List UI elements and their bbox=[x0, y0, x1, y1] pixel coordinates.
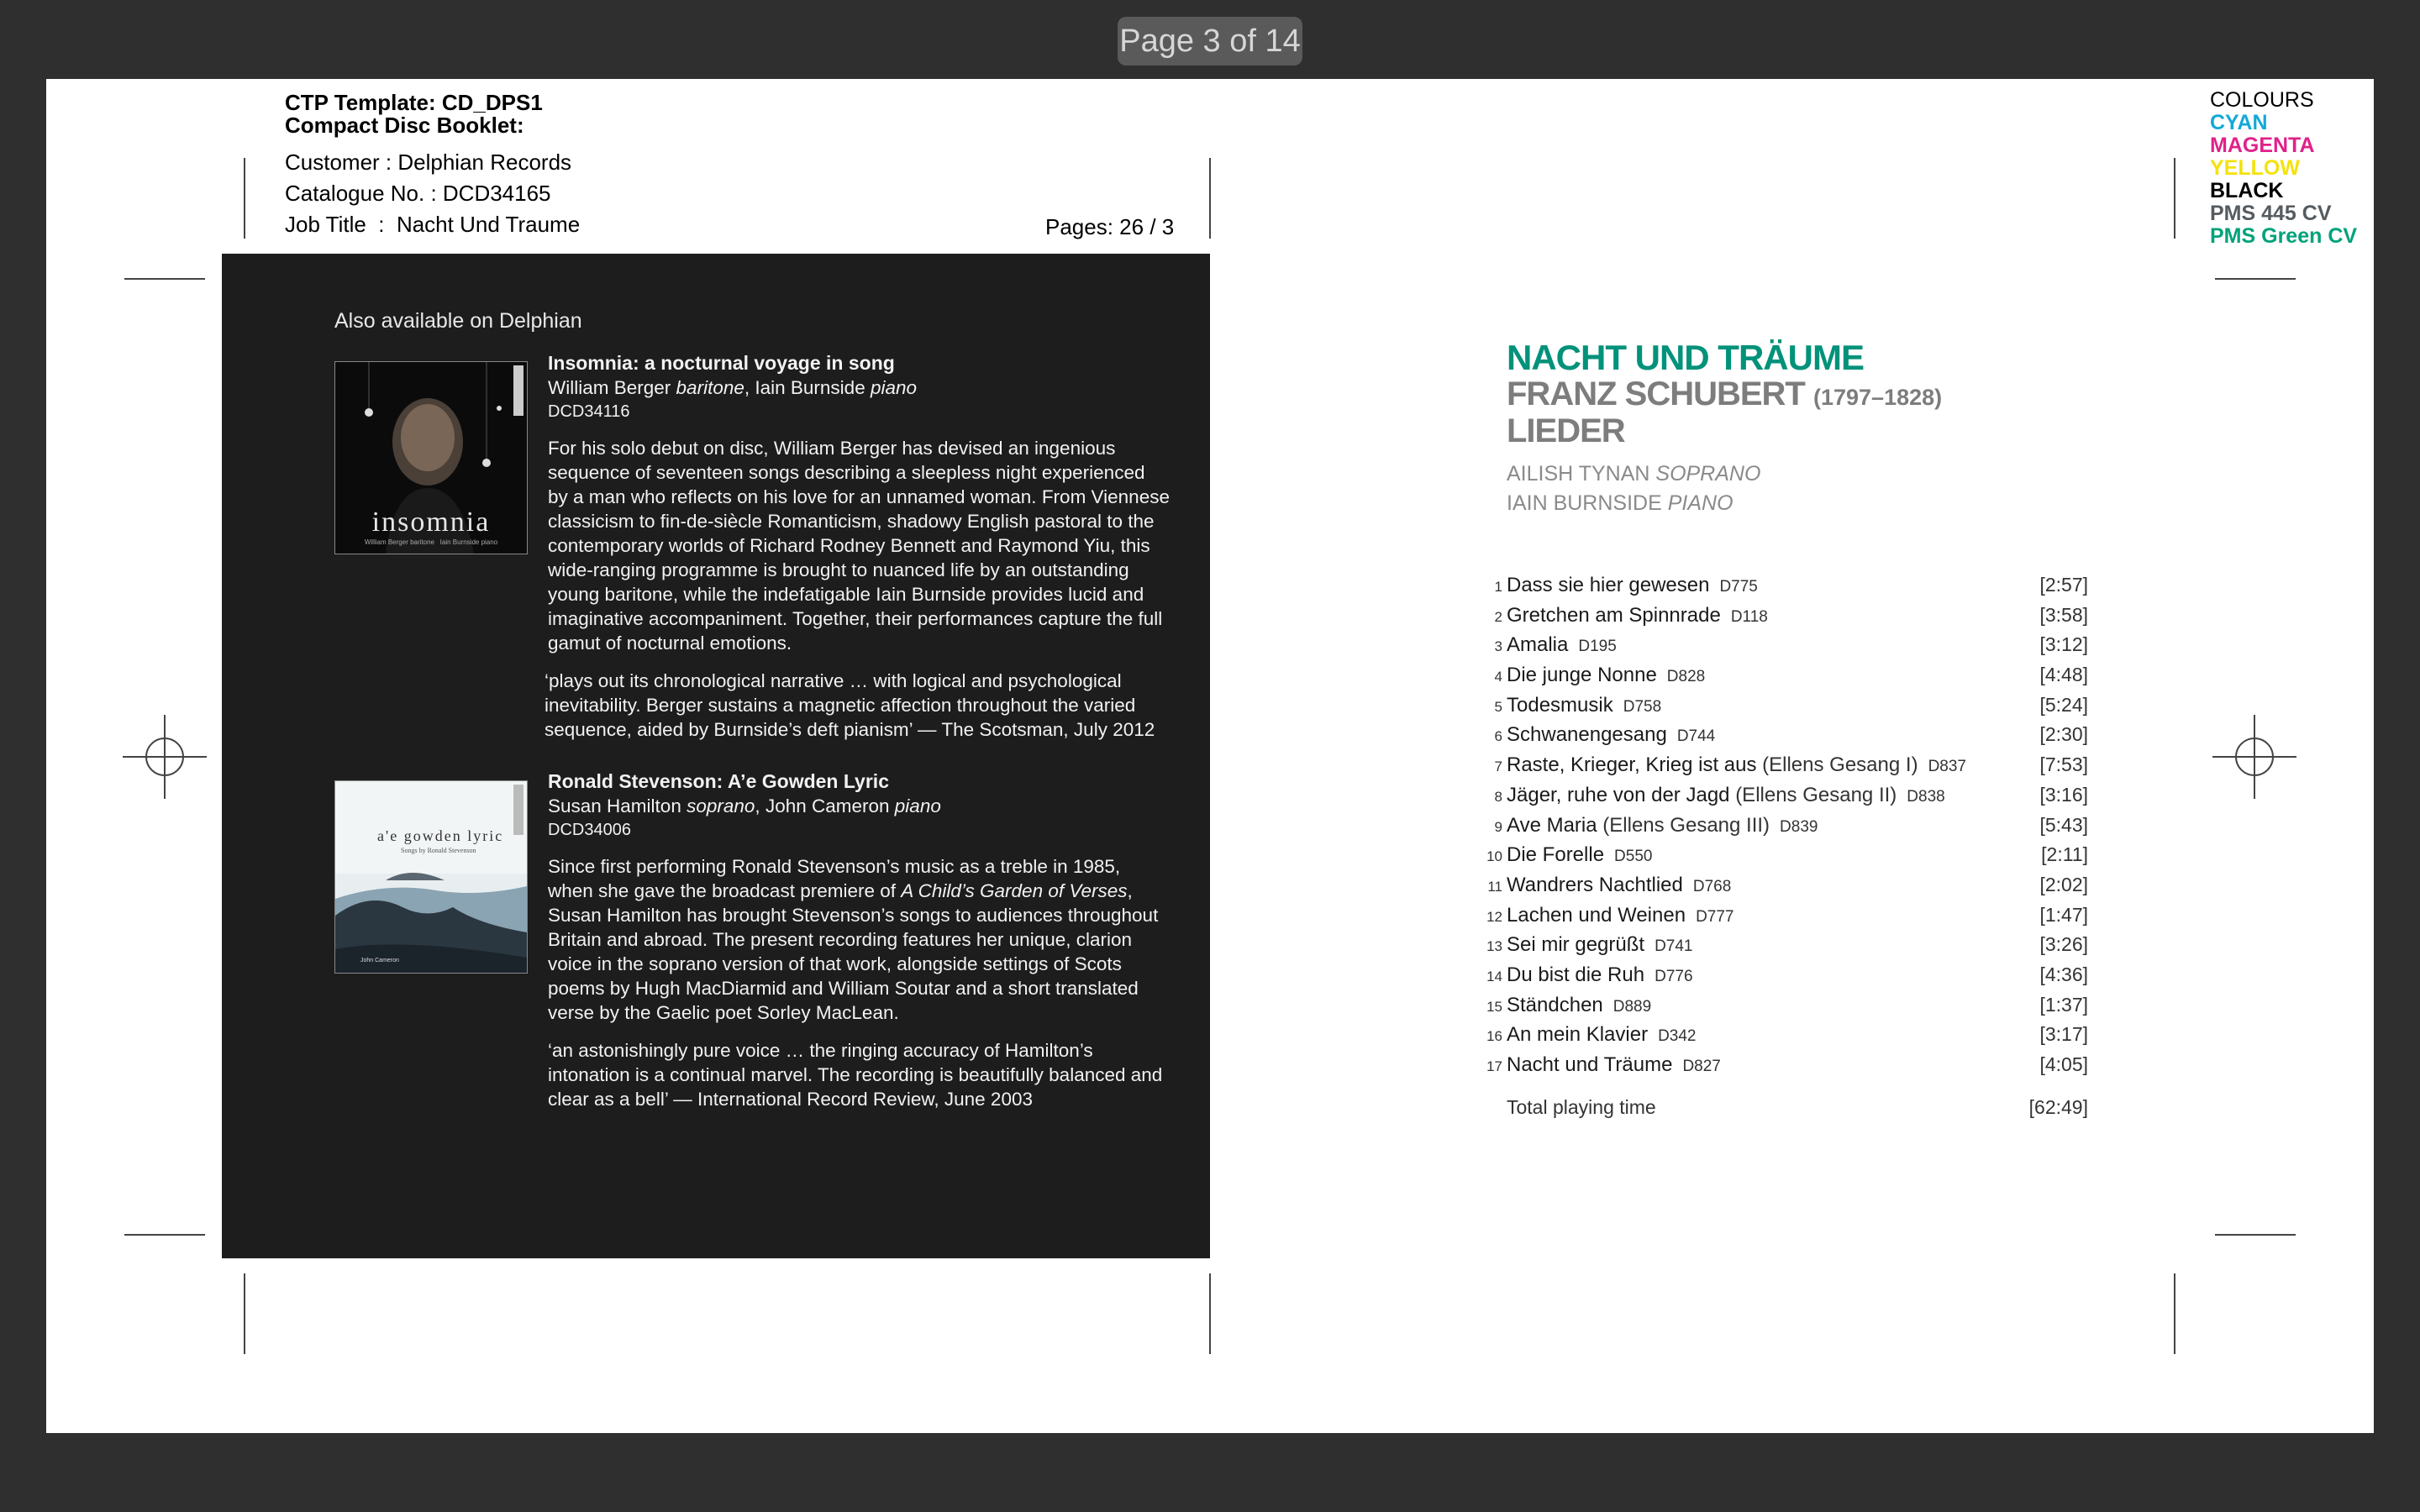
crop-mark bbox=[2215, 1234, 2296, 1236]
insomnia-cover-title: insomnia bbox=[371, 507, 491, 538]
insomnia-cover bbox=[334, 361, 528, 554]
deutsch-number: D550 bbox=[1614, 848, 1653, 866]
track-duration: [4:36] bbox=[2039, 963, 2088, 985]
track-row bbox=[1479, 602, 2088, 633]
track-title: Gretchen am Spinnrade D118 bbox=[1507, 603, 1768, 627]
gowden-lyric-cover bbox=[334, 780, 528, 974]
track-title: Dass sie hier gewesen D775 bbox=[1507, 574, 1758, 596]
registration-mark-right bbox=[2212, 715, 2296, 799]
album-title: Ronald Stevenson: A’e Gowden Lyric bbox=[548, 770, 889, 792]
deutsch-number: D827 bbox=[1682, 1058, 1721, 1075]
deutsch-number: D744 bbox=[1676, 727, 1716, 746]
track-row bbox=[1479, 722, 2088, 752]
track-title: An mein Klavier D342 bbox=[1507, 1023, 1697, 1047]
track-duration: [3:16] bbox=[2039, 783, 2088, 806]
track-title: Amalia D195 bbox=[1507, 633, 1617, 657]
deutsch-number: D839 bbox=[1780, 817, 1818, 836]
composer-title: FRANZ SCHUBERT (1797–1828) bbox=[1507, 375, 1943, 412]
track-number: 10 bbox=[1486, 848, 1502, 865]
track-title: Die junge Nonne D828 bbox=[1507, 664, 1706, 687]
colour-heading: COLOURS bbox=[2210, 88, 2314, 112]
crop-mark bbox=[124, 278, 205, 280]
track-number: 17 bbox=[1486, 1058, 1502, 1074]
genre-title: LIEDER bbox=[1507, 412, 1625, 449]
track-duration: [2:02] bbox=[2039, 873, 2088, 895]
catalogue-label: Catalogue No. : DCD34165 bbox=[285, 181, 551, 206]
track-duration: [5:24] bbox=[2039, 693, 2088, 716]
track-row bbox=[1479, 632, 2088, 662]
crop-mark bbox=[124, 1234, 205, 1236]
track-title: Schwanengesang D744 bbox=[1507, 723, 1716, 747]
track-duration: [1:37] bbox=[2039, 993, 2088, 1016]
track-title: Lachen und Weinen D777 bbox=[1507, 903, 1734, 927]
crop-mark bbox=[244, 1273, 245, 1354]
track-number: 15 bbox=[1486, 998, 1502, 1015]
track-number: 7 bbox=[1494, 759, 1502, 775]
customer-label: Customer : Delphian Records bbox=[285, 150, 572, 175]
total-playing-time bbox=[1507, 1096, 2088, 1119]
total-label: Total playing time bbox=[1507, 1096, 1656, 1118]
deutsch-number: D741 bbox=[1655, 937, 1693, 956]
colour-yellow: YELLOW bbox=[2210, 156, 2300, 180]
album-description: For his solo debut on disc, William Berger has devised an ingenious sequence of seventeen songs describing a sleepless night experienced by a man who reflects on his love for an unnamed woman. From Viennese classicism to fin-de-siècle Romanticism, shadowy English pastoral to the contemporary worlds of Richard Rodney Bennett and Raymond Yiu, this wide-ranging programme is brought to nuanced life by an outstanding young baritone, while the indefatigable Iain Burnside provides lucid and imaginative accompaniment. Together, their performances capture the full gamut of nocturnal emotions. bbox=[548, 438, 1170, 654]
performer-1: AILISH TYNAN SOPRANO bbox=[1507, 462, 1761, 486]
colour-black: BLACK bbox=[2210, 179, 2284, 202]
booklet-label: Compact Disc Booklet: bbox=[285, 113, 524, 138]
total-time: [62:49] bbox=[2028, 1096, 2088, 1118]
track-duration: [3:58] bbox=[2039, 603, 2088, 626]
track-duration: [3:26] bbox=[2039, 933, 2088, 956]
gowden-cover-title: a'e gowden lyric bbox=[377, 827, 504, 844]
track-row bbox=[1479, 1021, 2088, 1052]
composer-dates: (1797–1828) bbox=[1813, 385, 1943, 410]
deutsch-number: D118 bbox=[1730, 607, 1768, 626]
track-duration: [5:43] bbox=[2039, 813, 2088, 836]
deutsch-number: D342 bbox=[1658, 1027, 1697, 1046]
deutsch-number: D775 bbox=[1719, 578, 1758, 596]
deutsch-number: D837 bbox=[1928, 758, 1966, 776]
crop-mark bbox=[1209, 1273, 1211, 1354]
track-list bbox=[1479, 572, 2088, 1082]
deutsch-number: D838 bbox=[1907, 787, 1945, 806]
track-subtitle: (Ellens Gesang I) bbox=[1762, 753, 1918, 777]
track-number: 8 bbox=[1494, 788, 1502, 805]
album-description: Since first performing Ronald Stevenson’s music as a treble in 1985, when she gave the broadcast premiere of A Child’s Garden of Verses, Susan Hamilton has brought Stevenson’s songs to audiences throughout Britain and abroad. The present recording features her unique, clarion voice in the soprano version of that work, alongside settings of Scots poems by Hugh MacDiarmid and William Soutar and a short translated verse by the Gaelic poet Sorley MacLean. bbox=[548, 856, 1159, 1023]
gowden-lyric-cover-art bbox=[335, 781, 527, 973]
track-number: 3 bbox=[1494, 638, 1502, 655]
track-duration: [3:17] bbox=[2039, 1023, 2088, 1046]
page-indicator: Page 3 of 14 bbox=[1118, 17, 1302, 66]
track-duration: [1:47] bbox=[2039, 903, 2088, 926]
colour-pms-green: PMS Green CV bbox=[2210, 224, 2358, 248]
track-title: Nacht und Träume D827 bbox=[1507, 1053, 1721, 1076]
track-duration: [2:30] bbox=[2039, 723, 2088, 746]
track-number: 6 bbox=[1494, 728, 1502, 745]
track-row bbox=[1479, 752, 2088, 782]
track-number: 11 bbox=[1487, 878, 1502, 895]
track-title: Du bist die Ruh D776 bbox=[1507, 963, 1693, 986]
track-row bbox=[1479, 692, 2088, 722]
album-catalogue: DCD34116 bbox=[548, 402, 630, 421]
pages-label: Pages: 26 / 3 bbox=[1045, 214, 1175, 239]
gowden-cover-subtitle: Songs by Ronald Stevenson bbox=[401, 847, 476, 854]
crop-mark bbox=[1209, 158, 1211, 239]
deutsch-number: D828 bbox=[1666, 668, 1706, 686]
deutsch-number: D776 bbox=[1655, 967, 1693, 985]
track-row bbox=[1479, 572, 2088, 602]
album-title: Insomnia: a nocturnal voyage in song bbox=[548, 352, 895, 374]
track-row bbox=[1479, 782, 2088, 812]
track-title: Die Forelle D550 bbox=[1507, 843, 1653, 867]
colour-cyan: CYAN bbox=[2210, 111, 2268, 134]
track-number: 13 bbox=[1486, 938, 1502, 955]
gowden-cover-credit: John Cameron bbox=[360, 958, 399, 963]
track-row bbox=[1479, 992, 2088, 1022]
track-number: 16 bbox=[1486, 1028, 1502, 1045]
track-title: Todesmusik D758 bbox=[1507, 693, 1662, 717]
track-title: Sei mir gegrüßt D741 bbox=[1507, 933, 1693, 957]
insomnia-info bbox=[544, 351, 1170, 742]
crop-mark bbox=[2174, 158, 2175, 239]
colour-pms445: PMS 445 CV bbox=[2210, 202, 2332, 225]
track-title: Raste, Krieger, Krieg ist aus (Ellens Gesang I) D837 bbox=[1507, 753, 1966, 777]
track-number: 12 bbox=[1486, 908, 1502, 925]
track-row bbox=[1479, 872, 2088, 902]
crop-mark bbox=[2174, 1273, 2175, 1354]
track-row bbox=[1479, 902, 2088, 932]
track-title: Wandrers Nachtlied D768 bbox=[1507, 873, 1732, 896]
colour-magenta: MAGENTA bbox=[2210, 134, 2315, 157]
deutsch-number: D195 bbox=[1578, 638, 1617, 656]
track-duration: [3:12] bbox=[2039, 633, 2088, 656]
album-quote: ‘an astonishingly pure voice … the ringing accuracy of Hamilton’s intonation is a continual marvel. The recording is beautifully balanced and clear as a bell’ — International Record Review, June 2003 bbox=[548, 1040, 1163, 1110]
track-number: 1 bbox=[1494, 579, 1502, 595]
track-title: Ständchen D889 bbox=[1507, 993, 1652, 1016]
deutsch-number: D768 bbox=[1692, 877, 1732, 895]
track-row bbox=[1479, 1052, 2088, 1082]
track-number: 14 bbox=[1486, 968, 1502, 984]
album-performers: William Berger baritone, Iain Burnside piano bbox=[548, 377, 918, 398]
disc-title: NACHT UND TRÄUME bbox=[1507, 338, 1864, 377]
gowden-lyric-info bbox=[548, 769, 1170, 1111]
job-title-label: Job Title : Nacht Und Traume bbox=[285, 212, 581, 237]
track-number: 5 bbox=[1494, 698, 1502, 715]
album-performers: Susan Hamilton soprano, John Cameron piano bbox=[548, 795, 941, 816]
track-row bbox=[1479, 962, 2088, 992]
colour-legend bbox=[2210, 89, 2357, 248]
crop-mark bbox=[244, 158, 245, 239]
deutsch-number: D889 bbox=[1612, 997, 1652, 1016]
track-title: Ave Maria (Ellens Gesang III) D839 bbox=[1507, 813, 1818, 837]
registration-mark-left bbox=[123, 715, 207, 799]
track-number: 9 bbox=[1494, 818, 1502, 835]
track-duration: [4:05] bbox=[2039, 1053, 2088, 1075]
also-available-panel bbox=[222, 254, 1210, 1258]
track-row bbox=[1479, 932, 2088, 962]
also-available-heading: Also available on Delphian bbox=[334, 309, 582, 333]
track-row bbox=[1479, 812, 2088, 843]
deutsch-number: D758 bbox=[1623, 697, 1662, 716]
track-number: 2 bbox=[1494, 608, 1502, 625]
template-label: CTP Template: CD_DPS1 bbox=[285, 90, 543, 115]
crop-mark bbox=[2215, 278, 2296, 280]
deutsch-number: D777 bbox=[1696, 907, 1734, 926]
track-subtitle: (Ellens Gesang II) bbox=[1735, 783, 1897, 806]
track-duration: [2:11] bbox=[2041, 843, 2088, 866]
track-duration: [7:53] bbox=[2039, 753, 2088, 776]
track-row bbox=[1479, 662, 2088, 692]
performer-2: IAIN BURNSIDE PIANO bbox=[1507, 491, 1733, 515]
insomnia-cover-credit: William Berger baritone Iain Burnside piano bbox=[364, 538, 498, 546]
track-title: Jäger, ruhe von der Jagd (Ellens Gesang II) D838 bbox=[1507, 783, 1945, 806]
track-subtitle: (Ellens Gesang III) bbox=[1602, 813, 1770, 837]
track-duration: [4:48] bbox=[2039, 664, 2088, 686]
album-quote: ‘plays out its chronological narrative … with logical and psychological inevitability. Berger sustains a magnetic affection throughout the varied sequence, aided by Burnside’s deft pianism’ — The Scotsman, July 2012 bbox=[544, 670, 1155, 740]
track-duration: [2:57] bbox=[2039, 574, 2088, 596]
track-row bbox=[1479, 842, 2088, 872]
album-catalogue: DCD34006 bbox=[548, 821, 631, 839]
track-number: 4 bbox=[1494, 669, 1502, 685]
